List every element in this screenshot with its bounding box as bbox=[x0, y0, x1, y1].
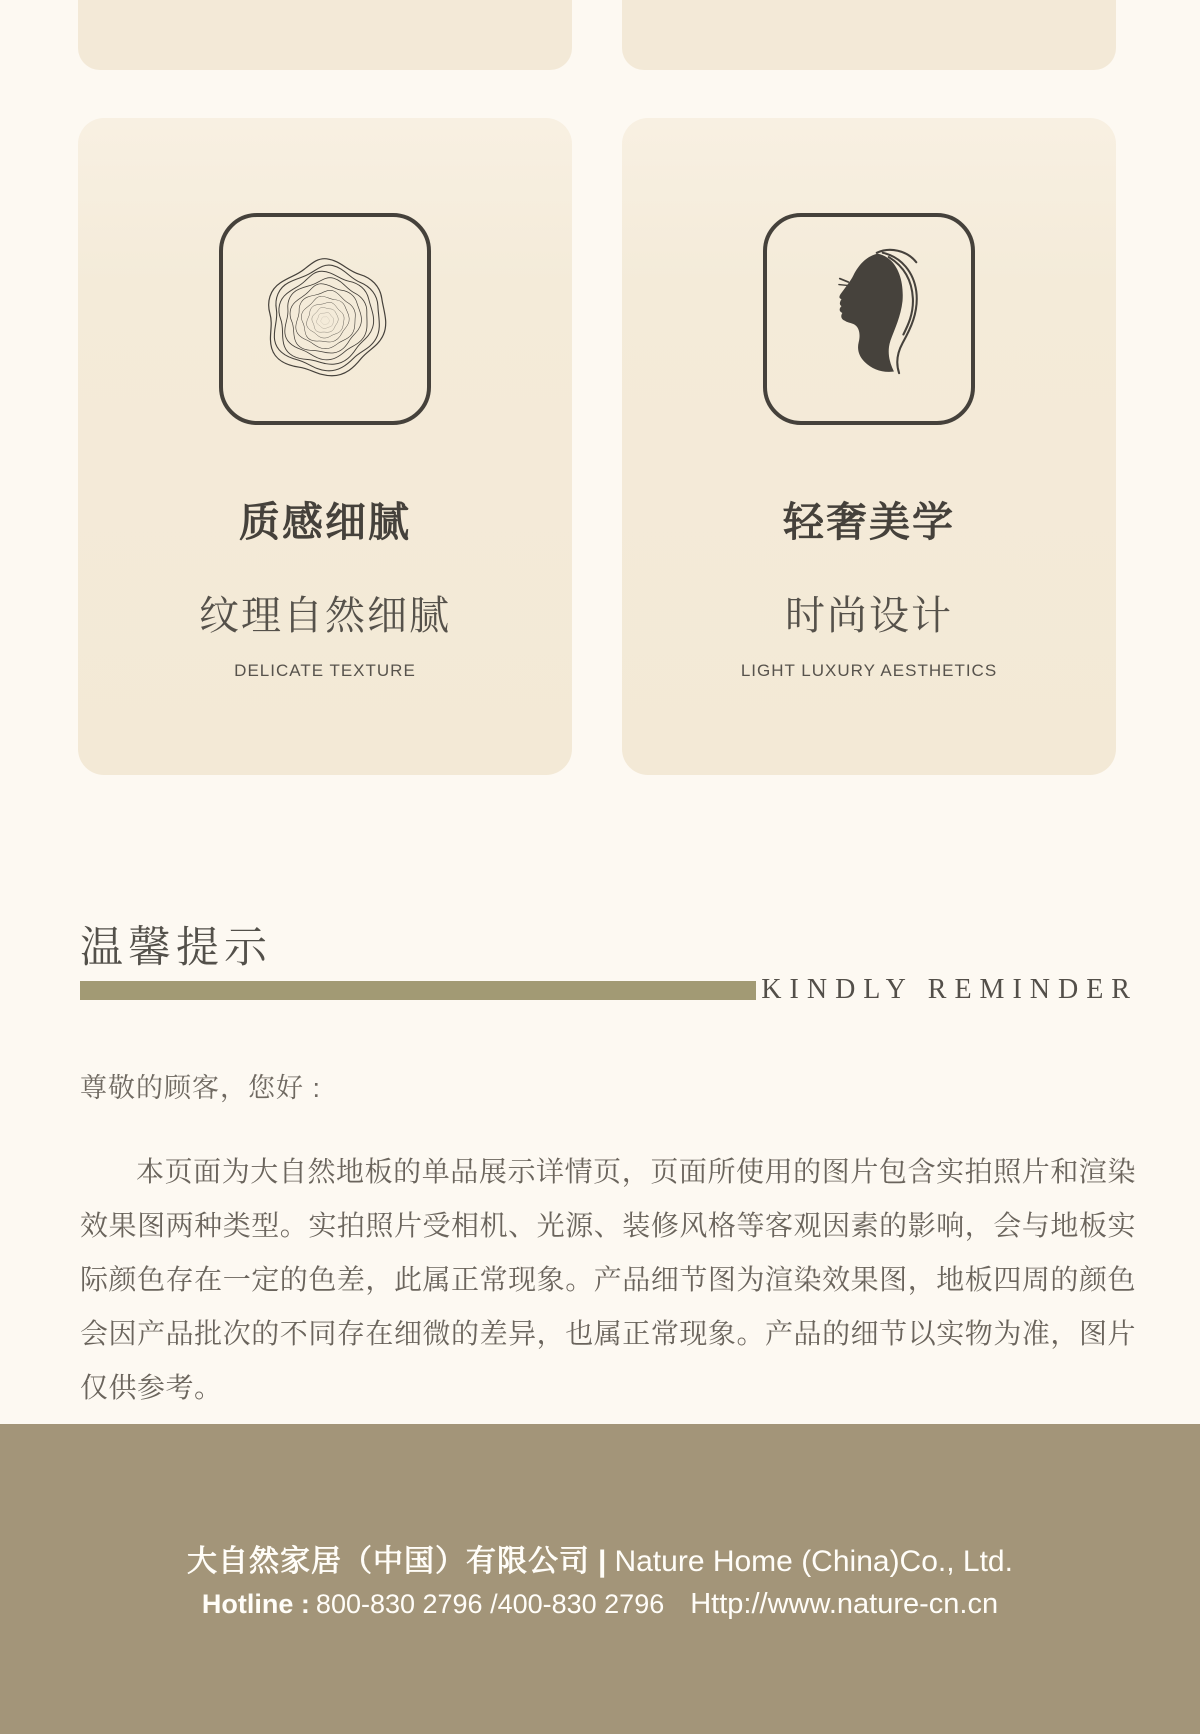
top-card-remnant-right bbox=[622, 0, 1116, 70]
texture-icon-frame bbox=[219, 213, 431, 425]
footer-company-line bbox=[0, 1544, 1200, 1580]
feature-card-texture bbox=[78, 118, 572, 775]
notice-paragraph: 本页面为大自然地板的单品展示详情页，页面所使用的图片包含实拍照片和渲染效果图两种类型。实拍照片受相机、光源、装修风格等客观因素的影响，会与地板实际颜色存在一定的色差，此属正常现象。产品细节图为渲染效果图，地板四周的颜色会因产品批次的不同存在细微的差异，也属正常现象。产品的细节以实物为准，图片仅供参考。 bbox=[80, 1156, 1136, 1403]
card-title: 轻奢美学 bbox=[783, 499, 955, 545]
aesthetics-icon-frame bbox=[763, 213, 975, 425]
card-subtitle: 纹理自然细腻 bbox=[199, 594, 451, 638]
company-name-en: Nature Home (China)Co., Ltd. bbox=[614, 1545, 1013, 1578]
footer-contact-line bbox=[0, 1587, 1200, 1621]
feature-card-aesthetics bbox=[622, 118, 1116, 775]
separator-bar: | bbox=[598, 1545, 607, 1578]
hotline-label: Hotline : bbox=[201, 1589, 310, 1619]
card-subtitle: 时尚设计 bbox=[785, 594, 953, 638]
footer bbox=[0, 1424, 1200, 1734]
reminder-title-en: KINDLY REMINDER bbox=[761, 974, 1138, 1005]
accent-bar bbox=[80, 981, 756, 1000]
card-title: 质感细腻 bbox=[239, 499, 411, 545]
reminder-title-cn: 温馨提示 bbox=[80, 924, 272, 972]
woman-profile-icon bbox=[783, 233, 955, 405]
card-caption: DELICATE TEXTURE bbox=[234, 661, 416, 680]
hotline-numbers: 800-830 2796 /400-830 2796 bbox=[315, 1589, 665, 1619]
card-caption: LIGHT LUXURY AESTHETICS bbox=[740, 661, 998, 680]
wood-rings-icon bbox=[239, 233, 411, 405]
website-url[interactable]: Http://www.nature-cn.cn bbox=[690, 1588, 999, 1620]
greeting-text: 尊敬的顾客，您好 : bbox=[80, 1073, 322, 1103]
company-name-cn: 大自然家居（中国）有限公司 bbox=[187, 1545, 591, 1578]
top-card-remnant-left bbox=[78, 0, 572, 70]
